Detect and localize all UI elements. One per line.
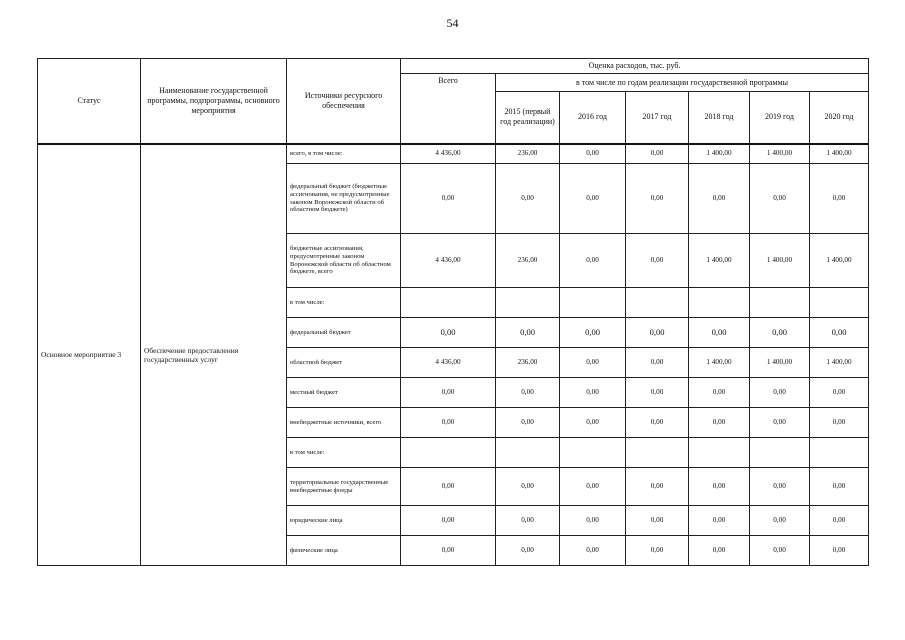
header-year-2016: 2016 год xyxy=(560,92,626,144)
source-cell: бюджетные ассигнования, предусмотренные законом Воронежской области об областном бюджете, всего xyxy=(287,234,401,288)
value-cell: 0,00 xyxy=(750,164,810,234)
header-total: Всего xyxy=(401,74,496,144)
value-cell: 0,00 xyxy=(750,408,810,438)
budget-body xyxy=(38,144,869,566)
value-cell xyxy=(689,438,750,468)
value-cell: 0,00 xyxy=(810,468,869,506)
value-cell: 1 400,00 xyxy=(810,348,869,378)
value-cell: 0,00 xyxy=(401,468,496,506)
program-name-cell: Обеспечение предоставления государственных услуг xyxy=(141,144,287,566)
value-cell: 0,00 xyxy=(626,378,689,408)
value-cell xyxy=(626,438,689,468)
value-cell: 0,00 xyxy=(626,348,689,378)
value-cell xyxy=(401,288,496,318)
header-year-2019: 2019 год xyxy=(750,92,810,144)
value-cell xyxy=(810,288,869,318)
header-year-2017: 2017 год xyxy=(626,92,689,144)
value-cell: 0,00 xyxy=(560,234,626,288)
value-cell: 0,00 xyxy=(626,318,689,348)
value-cell: 0,00 xyxy=(401,164,496,234)
value-cell: 0,00 xyxy=(496,164,560,234)
value-cell: 0,00 xyxy=(750,318,810,348)
value-cell: 1 400,00 xyxy=(689,348,750,378)
value-cell xyxy=(560,438,626,468)
source-cell: физические лица xyxy=(287,536,401,566)
value-cell: 0,00 xyxy=(626,234,689,288)
source-cell: в том числе: xyxy=(287,288,401,318)
value-cell: 1 400,00 xyxy=(750,348,810,378)
value-cell: 0,00 xyxy=(560,164,626,234)
value-cell: 0,00 xyxy=(750,536,810,566)
value-cell: 0,00 xyxy=(810,378,869,408)
budget-table xyxy=(37,58,869,566)
value-cell: 0,00 xyxy=(560,378,626,408)
source-cell: в том числе: xyxy=(287,438,401,468)
value-cell: 0,00 xyxy=(810,408,869,438)
value-cell: 4 436,00 xyxy=(401,144,496,164)
value-cell xyxy=(626,288,689,318)
value-cell: 1 400,00 xyxy=(750,144,810,164)
value-cell: 0,00 xyxy=(496,378,560,408)
value-cell: 0,00 xyxy=(560,144,626,164)
value-cell: 0,00 xyxy=(401,408,496,438)
value-cell: 1 400,00 xyxy=(689,144,750,164)
value-cell: 0,00 xyxy=(689,536,750,566)
header-year-2018: 2018 год xyxy=(689,92,750,144)
value-cell: 0,00 xyxy=(496,506,560,536)
value-cell: 0,00 xyxy=(626,408,689,438)
value-cell: 0,00 xyxy=(560,536,626,566)
source-cell: внебюджетные источники, всего xyxy=(287,408,401,438)
value-cell: 0,00 xyxy=(689,468,750,506)
header-by-years: в том числе по годам реализации государственной программы xyxy=(496,74,869,92)
value-cell: 1 400,00 xyxy=(810,144,869,164)
value-cell: 0,00 xyxy=(810,536,869,566)
value-cell: 0,00 xyxy=(689,164,750,234)
value-cell: 236,00 xyxy=(496,348,560,378)
value-cell: 0,00 xyxy=(401,378,496,408)
value-cell: 0,00 xyxy=(401,506,496,536)
value-cell: 0,00 xyxy=(401,536,496,566)
value-cell xyxy=(496,438,560,468)
value-cell: 0,00 xyxy=(496,536,560,566)
header-sources: Источники ресурсного обеспечения xyxy=(287,59,401,144)
value-cell: 236,00 xyxy=(496,234,560,288)
value-cell: 0,00 xyxy=(689,506,750,536)
page-number: 54 xyxy=(446,16,459,30)
value-cell: 1 400,00 xyxy=(750,234,810,288)
value-cell: 0,00 xyxy=(626,506,689,536)
value-cell: 0,00 xyxy=(810,164,869,234)
status-cell: Основное мероприятие 3 xyxy=(38,144,141,566)
value-cell: 0,00 xyxy=(626,164,689,234)
value-cell: 0,00 xyxy=(401,318,496,348)
value-cell: 4 436,00 xyxy=(401,234,496,288)
value-cell: 0,00 xyxy=(689,378,750,408)
value-cell: 236,00 xyxy=(496,144,560,164)
value-cell: 1 400,00 xyxy=(810,234,869,288)
value-cell: 0,00 xyxy=(750,468,810,506)
source-cell: федеральный бюджет (бюджетные ассигнования, не предусмотренные законом Воронежской области об областном бюджете) xyxy=(287,164,401,234)
value-cell: 0,00 xyxy=(496,408,560,438)
value-cell: 1 400,00 xyxy=(689,234,750,288)
source-cell: областной бюджет xyxy=(287,348,401,378)
value-cell: 0,00 xyxy=(750,378,810,408)
value-cell: 0,00 xyxy=(689,408,750,438)
header-year-2020: 2020 год xyxy=(810,92,869,144)
value-cell: 0,00 xyxy=(560,506,626,536)
value-cell: 0,00 xyxy=(750,506,810,536)
value-cell: 0,00 xyxy=(560,318,626,348)
value-cell: 0,00 xyxy=(560,408,626,438)
value-cell xyxy=(560,288,626,318)
value-cell: 0,00 xyxy=(626,468,689,506)
value-cell: 0,00 xyxy=(810,506,869,536)
source-cell: федеральный бюджет xyxy=(287,318,401,348)
header-status: Статус xyxy=(38,59,141,144)
value-cell: 0,00 xyxy=(810,318,869,348)
value-cell xyxy=(810,438,869,468)
source-cell: всего, в том числе: xyxy=(287,144,401,164)
value-cell: 0,00 xyxy=(626,536,689,566)
value-cell: 0,00 xyxy=(560,348,626,378)
header-cost-estimate: Оценка расходов, тыс. руб. xyxy=(401,59,869,74)
value-cell: 0,00 xyxy=(689,318,750,348)
value-cell: 0,00 xyxy=(496,468,560,506)
value-cell xyxy=(750,288,810,318)
value-cell: 0,00 xyxy=(626,144,689,164)
value-cell xyxy=(401,438,496,468)
header-year-2015: 2015 (первый год реализации) xyxy=(496,92,560,144)
value-cell: 0,00 xyxy=(560,468,626,506)
source-cell: территориальные государственные внебюджетные фонды xyxy=(287,468,401,506)
value-cell xyxy=(496,288,560,318)
value-cell: 4 436,00 xyxy=(401,348,496,378)
value-cell xyxy=(689,288,750,318)
table-row xyxy=(38,144,869,164)
source-cell: юридические лица xyxy=(287,506,401,536)
value-cell: 0,00 xyxy=(496,318,560,348)
header-program-name: Наименование государственной программы, подпрограммы, основного мероприятия xyxy=(141,59,287,144)
value-cell xyxy=(750,438,810,468)
source-cell: местный бюджет xyxy=(287,378,401,408)
